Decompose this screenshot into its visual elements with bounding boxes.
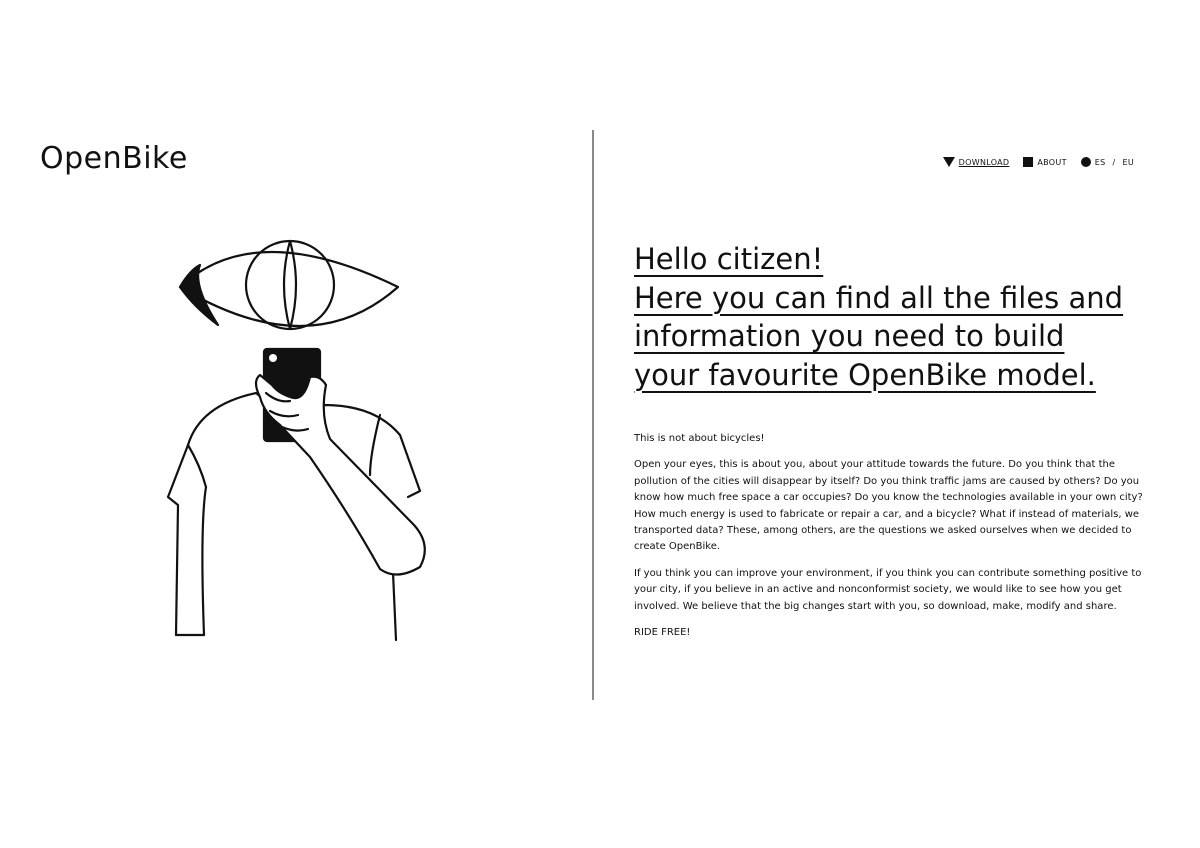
lang-eu[interactable]: EU — [1122, 157, 1134, 167]
intro-paragraph-4: RIDE FREE! — [634, 627, 691, 639]
phone-camera — [269, 354, 277, 362]
page-headline — [634, 240, 1164, 394]
square-icon — [1023, 157, 1033, 167]
lang-es[interactable]: ES — [1094, 157, 1106, 167]
intro-paragraph-2: Open your eyes, this is about you, about your attitude towards the future. Do you think that the pollution of the cities will disappear by itself? Do you think traffic jams are caused by others? Do you know how much free space a car occupies? Do you know the technologies available in your own city? How much energy is used to fabricate or repair a car, and a bicycle? What if instead of materials, we transported data? These, among others, are the questions we asked ourselves when we decided to create OpenBike. — [634, 459, 1143, 553]
headline-line-1: Hello citizen! — [634, 242, 824, 276]
vertical-divider — [592, 130, 594, 700]
shirt — [168, 393, 256, 635]
about-label[interactable]: ABOUT — [1037, 157, 1067, 167]
circle-icon — [1081, 157, 1091, 167]
download-link[interactable] — [943, 157, 1010, 167]
language-switcher — [1081, 157, 1134, 167]
eye-shadow — [180, 265, 218, 325]
download-label[interactable]: DOWNLOAD — [958, 157, 1010, 167]
top-nav — [943, 157, 1134, 167]
eye-iris — [246, 241, 334, 329]
eye-head-person-illustration — [160, 225, 450, 645]
intro-paragraph-3: If you think you can improve your environment, if you think you can contribute something positive to your city, if you believe in an active and nonconformist society, we would like to see how you get involved. We believe that the big changes start with you, so download, make, modify and share. — [634, 567, 1142, 612]
about-link[interactable] — [1023, 157, 1066, 167]
intro-text — [634, 431, 1146, 651]
lang-separator: / — [1112, 157, 1116, 167]
headline-line-4: your favourite OpenBike model. — [634, 357, 1096, 392]
openbike-logo[interactable]: OpenBike — [40, 141, 188, 176]
headline-line-3: information you need to build — [634, 319, 1065, 353]
triangle-down-icon — [943, 157, 955, 167]
headline-line-2: Here you can find all the files and — [634, 280, 1124, 315]
intro-paragraph-1: This is not about bicycles! — [634, 433, 765, 444]
